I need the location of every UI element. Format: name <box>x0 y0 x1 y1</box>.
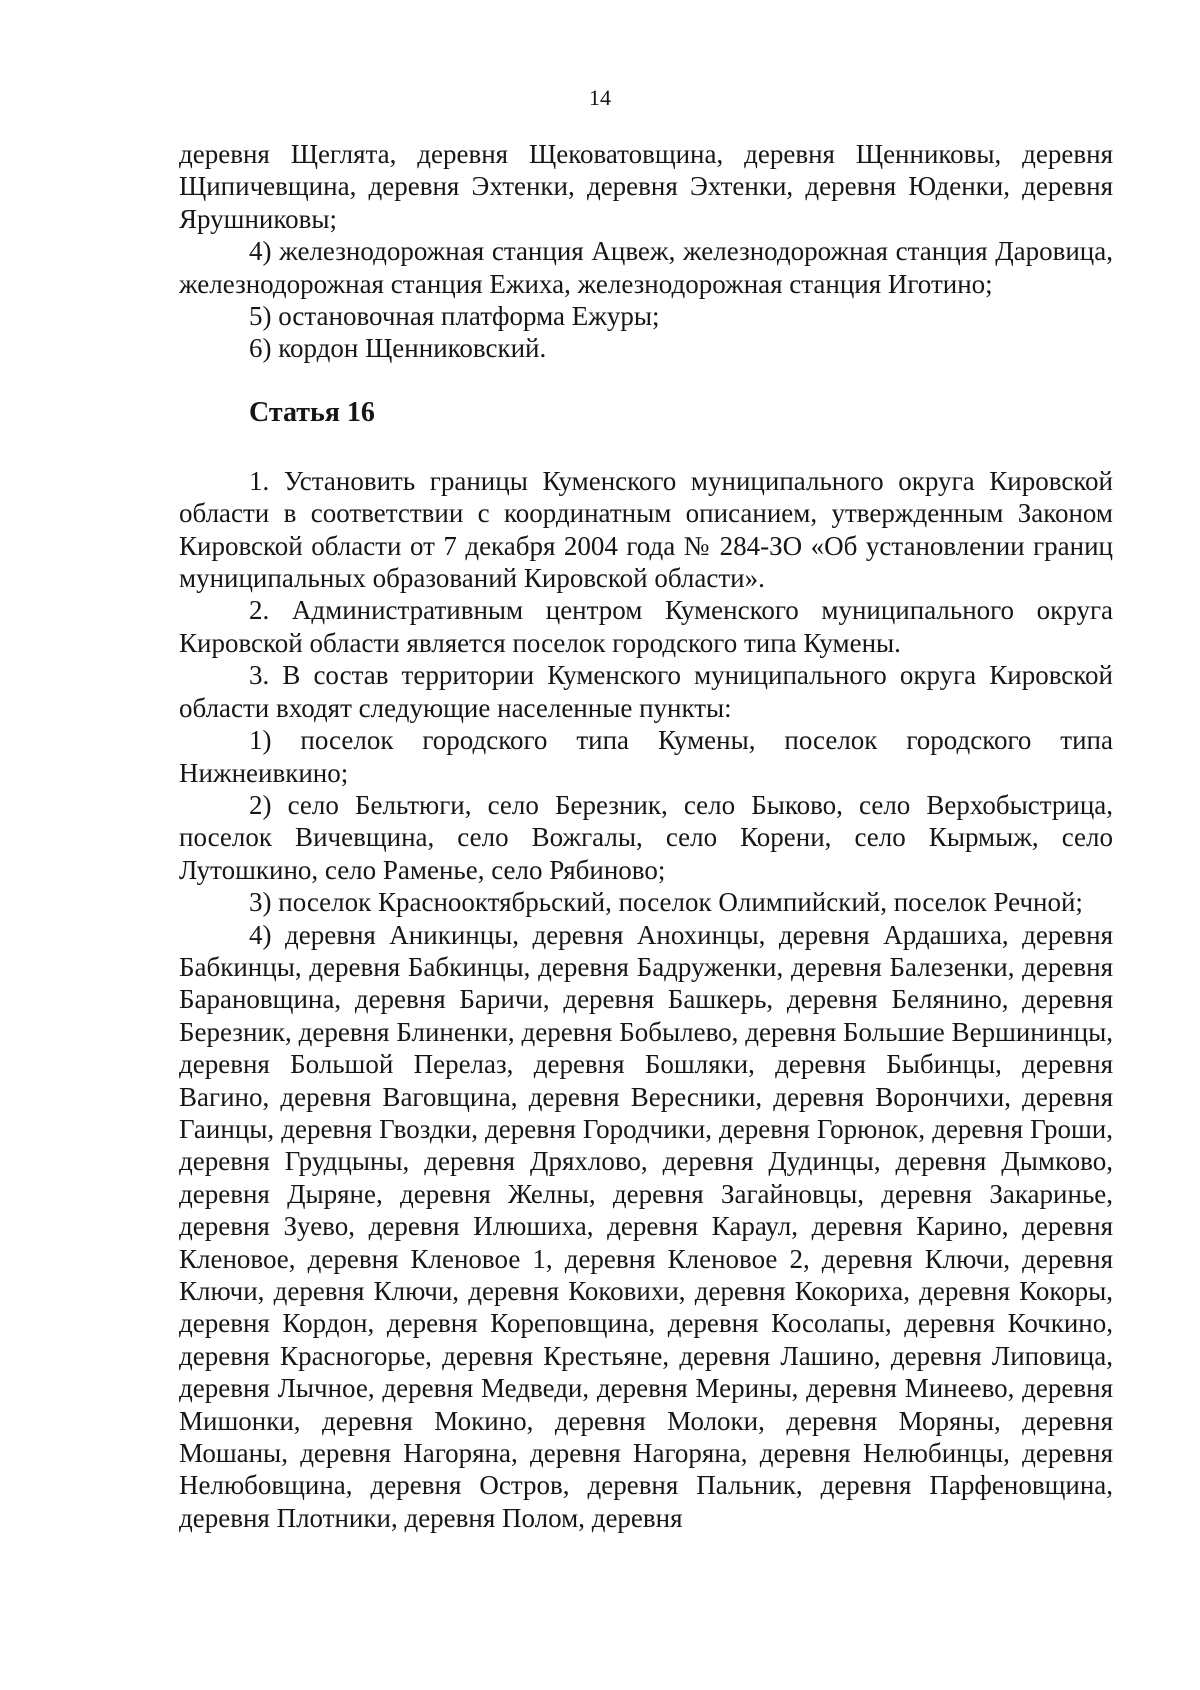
paragraph: 2. Административным центром Куменского муниципального округа Кировской области является поселок городского типа Кумены. <box>179 595 1113 658</box>
paragraph: 1) поселок городского типа Кумены, поселок городского типа Нижнеивкино; <box>179 725 1113 788</box>
paragraph: 4) железнодорожная станция Ацвеж, железнодорожная станция Даровица, железнодорожная станция Ежиха, железнодорожная станция Иготино; <box>179 236 1113 299</box>
paragraph: 3. В состав территории Куменского муниципального округа Кировской области входят следующие населенные пункты: <box>179 660 1113 723</box>
section-before-article <box>179 138 1113 365</box>
article-heading: Статья 16 <box>249 396 375 428</box>
article-16-body <box>179 465 1113 1534</box>
paragraph: 2) село Бельтюги, село Березник, село Быково, село Верхобыстрица, поселок Вичевщина, село Вожгалы, село Корени, село Кырмыж, село Лутошкино, село Раменье, село Рябиново; <box>179 789 1113 885</box>
page-number: 14 <box>589 85 611 110</box>
paragraph: 1. Установить границы Куменского муниципального округа Кировской области в соответствии с координатным описанием, утвержденным Законом Кировской области от 7 декабря 2004 года № 284-ЗО «Об установлении границ муниципальных образований Кировской области». <box>179 465 1113 594</box>
paragraph: 3) поселок Краснооктябрьский, поселок Олимпийский, поселок Речной; <box>249 887 1083 918</box>
paragraph: 6) кордон Щенниковский. <box>249 333 547 364</box>
document-body <box>179 138 1113 1534</box>
paragraph: 5) остановочная платформа Ежуры; <box>249 301 660 332</box>
paragraph: деревня Щеглята, деревня Щековатовщина, деревня Щенниковы, деревня Щипичевщина, деревня Эхтенки, деревня Эхтенки, деревня Юденки, деревня Ярушниковы; <box>179 139 1113 234</box>
paragraph: 4) деревня Аникинцы, деревня Анохинцы, деревня Ардашиха, деревня Бабкинцы, деревня Бабкинцы, деревня Бадруженки, деревня Балезенки, деревня Барановщина, деревня Баричи, деревня Башкерь, деревня Белянино, деревня Березник, деревня Блиненки, деревня Бобылево, деревня Большие Вершининцы, деревня Большой Перелаз, деревня Бошляки, деревня Быбинцы, деревня Вагино, деревня Ваговщина, деревня Вересники, деревня Ворончихи, деревня Гаинцы, деревня Гвоздки, деревня Городчики, деревня Горюнок, деревня Гроши, деревня Грудцыны, деревня Дряхлово, деревня Дудинцы, деревня Дымково, деревня Дыряне, деревня Желны, деревня Загайновцы, деревня Закаринье, деревня Зуево, деревня Илюшиха, деревня Караул, деревня Карино, деревня Кленовое, деревня Кленовое 1, деревня Кленовое 2, деревня Ключи, деревня Ключи, деревня Ключи, деревня Коковихи, деревня Кокориха, деревня Кокоры, деревня Кордон, деревня Кореповщина, деревня Косолапы, деревня Кочкино, деревня Красногорье, деревня Крестьяне, деревня Лашино, деревня Липовица, деревня Лычное, деревня Медведи, деревня Мерины, деревня Минеево, деревня Мишонки, деревня Мокино, деревня Молоки, деревня Моряны, деревня Мошаны, деревня Нагоряна, деревня Нагоряна, деревня Нелюбинцы, деревня Нелюбовщина, деревня Остров, деревня Пальник, деревня Парфеновщина, деревня Плотники, деревня Полом, деревня <box>179 919 1113 1533</box>
